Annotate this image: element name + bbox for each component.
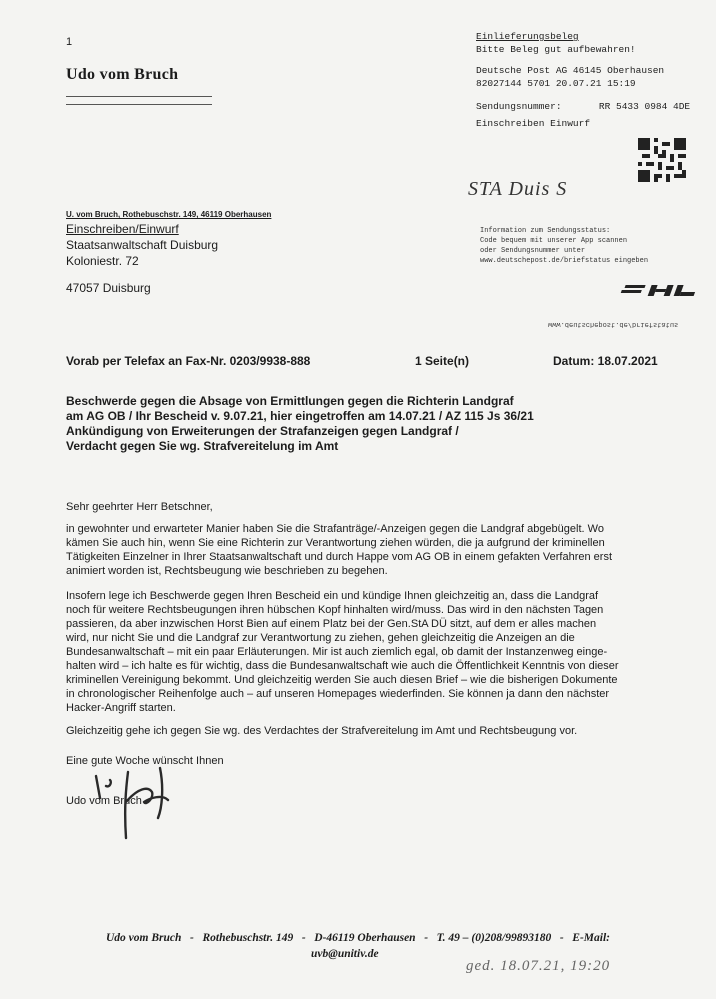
text-line: Hacker-Angriff starten.	[66, 702, 176, 714]
info-line: Code bequem mit unserer App scannen	[480, 237, 628, 245]
text-line: Insofern lege ich Beschwerde gegen Ihren Bescheid ein und kündige Ihnen gleichzeitig an, dass die Landgraf	[66, 590, 599, 602]
tracking-row	[476, 100, 690, 113]
subject-line: Ankündigung von Erweiterungen der Strafanzeigen gegen Landgraf /	[66, 424, 459, 438]
qr-code-icon	[638, 138, 686, 182]
recipient-city: 47057 Duisburg	[66, 281, 151, 295]
receipt-line: Deutsche Post AG 46145 Oberhausen	[476, 65, 665, 76]
receipt-service: Einschreiben Einwurf	[476, 118, 591, 129]
text-line: kämen Sie auch hin, wenn Sie eine Richterin zur Verantwortung ziehen würden, die ja aufgrund der kriminellen	[66, 537, 605, 549]
postal-receipt	[476, 30, 690, 130]
tracking-info	[480, 226, 648, 266]
text-line: wird, nur nicht Sie und die Landgraf zur Verantwortung zu ziehen, gehen gleichzeitig die Anzeigen an die	[66, 632, 575, 644]
recipient-street: Koloniestr. 72	[66, 254, 139, 268]
subject-line: Beschwerde gegen die Absage von Ermittlungen gegen die Richterin Landgraf	[66, 394, 514, 408]
tracking-number: RR 5433 0984 4DE	[598, 101, 691, 112]
footer-line: Udo vom Bruch - Rothebuschstr. 149 - D-46119 Oberhausen - T. 49 – (0)208/99893180 - E-Mail:	[106, 932, 611, 944]
text-line: kriminellen Vereinigung bekommt. Und gleichzeitig werden Sie auch diesen Brief – wie die bisherigen Dokumente	[66, 674, 618, 686]
text-line: Bundesanwaltschaft – mit ein paar Erläuterungen. Mir ist auch ziemlich egal, ob damit der Instanzenweg einge-	[66, 646, 608, 658]
salutation: Sehr geehrter Herr Betschner,	[66, 501, 213, 513]
text-line: passieren, da aber inzwischen Horst Bien auf einem Platz bei der Gen.StA DÜ sitzt, auf dem er alles machen	[66, 618, 597, 630]
paragraph-3	[66, 724, 646, 738]
page-number: 1	[66, 36, 73, 48]
paragraph-2	[66, 589, 646, 715]
fax-recipient: Vorab per Telefax an Fax-Nr. 0203/9938-888	[66, 354, 311, 368]
text-line: Tätigkeiten Einzelner in Ihrer Staatsanwaltschaft und durch Happe vom AG OB in einem gefakten Verfahren erst	[66, 551, 613, 563]
letter-date: Datum: 18.07.2021	[553, 354, 658, 368]
text-line: Gleichzeitig gehe ich gegen Sie wg. des Verdachtes der Strafvereitelung im Amt und Rechtsbeugung vor.	[66, 725, 578, 737]
dhl-logo	[618, 284, 700, 298]
receipt-title: Einlieferungsbeleg	[476, 31, 579, 42]
text-line: animiert worden ist, Rechtsbeugung wie beschrieben zu begehen.	[66, 565, 388, 577]
mirrored-print: www.deutschepost.de/briefstatus	[548, 320, 679, 328]
subject-line: Verdacht gegen Sie wg. Strafvereitelung im Amt	[66, 439, 339, 453]
divider	[66, 104, 212, 105]
text-line: halten wird – ich halte es für wichtig, dass die Bundesanwaltschaft wie auch die Öffentlichkeit Kenntnis von dieser	[66, 660, 619, 672]
paragraph-1	[66, 522, 646, 578]
divider	[66, 96, 212, 97]
received-stamp: ged. 18.07.21, 19:20	[466, 958, 611, 974]
handwritten-signature	[88, 758, 198, 842]
sender-name: Udo vom Bruch	[66, 66, 179, 83]
info-line: www.deutschepost.de/briefstatus eingeben	[480, 257, 649, 265]
fax-pages: 1 Seite(n)	[415, 354, 470, 368]
info-line: oder Sendungsnummer unter	[480, 247, 586, 255]
receipt-line: 82027144 5701 20.07.21 15:19	[476, 78, 636, 89]
text-line: in gewohnter und erwarteter Manier haben Sie die Strafanträge/-Anzeigen gegen die Landgraf abgebügelt. Wo	[66, 523, 604, 535]
footer-email: uvb@unitiv.de	[311, 948, 379, 960]
text-line: noch für weitere Rechtsbeugungen ihren hübschen Kopf hinhalten wird/muss. Das wird in den nächsten Tagen	[66, 604, 604, 616]
info-line: Information zum Sendungsstatus:	[480, 227, 611, 235]
text-line: in chronologischer Reihenfolge auch – auf unseren Homepages wiederfinden. Sie können ja dann den nächster	[66, 688, 610, 700]
tracking-label: Sendungsnummer:	[476, 101, 562, 112]
signature-name: Udo vom Bruch	[66, 795, 142, 807]
recipient-name: Staatsanwaltschaft Duisburg	[66, 238, 219, 252]
delivery-mode: Einschreiben/Einwurf	[66, 222, 179, 236]
handwritten-note: STA Duis S	[468, 178, 568, 200]
return-address: U. vom Bruch, Rothebuschstr. 149, 46119 Oberhausen	[66, 210, 272, 219]
closing: Eine gute Woche wünscht Ihnen	[66, 755, 224, 767]
subject-line: am AG OB / Ihr Bescheid v. 9.07.21, hier eingetroffen am 14.07.21 / AZ 115 Js 36/21	[66, 409, 534, 423]
subject-block	[66, 394, 626, 454]
receipt-note: Bitte Beleg gut aufbewahren!	[476, 44, 636, 55]
